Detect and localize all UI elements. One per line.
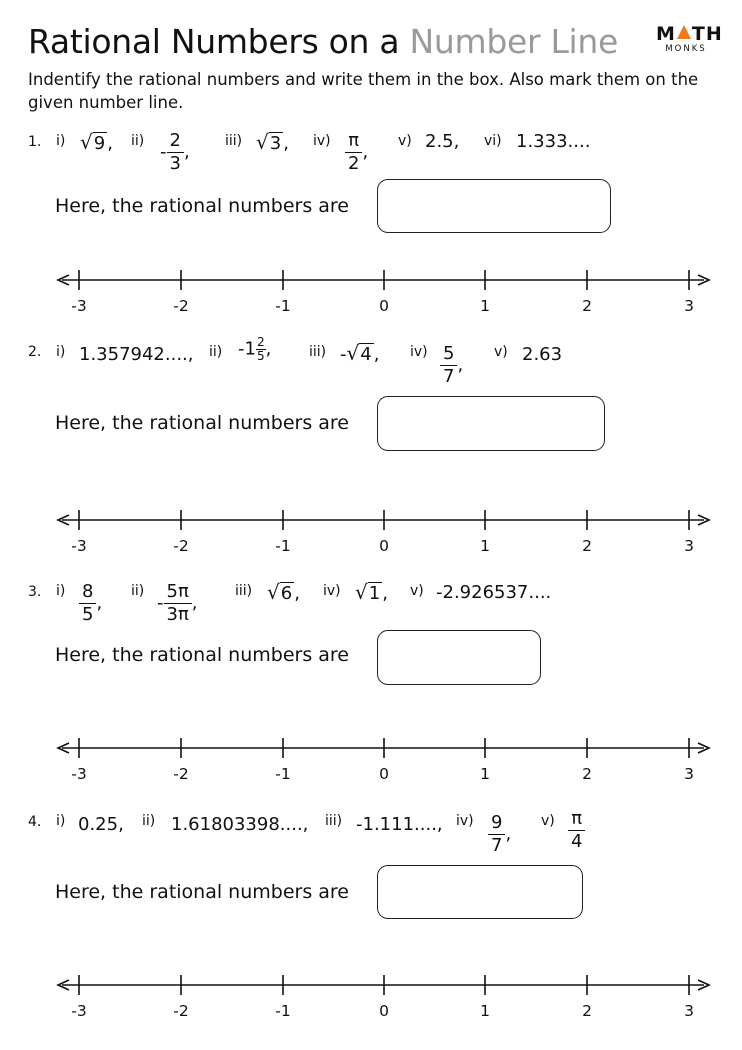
q1-number: 1. <box>28 134 42 150</box>
q4-iv-label: iv) <box>456 813 474 829</box>
title-dark: Rational Numbers on a <box>28 22 400 61</box>
q1-iii-label: iii) <box>225 133 243 149</box>
number-line-4[interactable] <box>0 973 742 1029</box>
logo-m: M <box>656 23 676 45</box>
tick-label: -1 <box>275 297 291 315</box>
q1-v-value: 2.5, <box>425 131 460 152</box>
tick-label: 2 <box>582 297 592 315</box>
tick-label: 2 <box>582 765 592 783</box>
q2-iv-value: $\frac{5}{7}$ , <box>440 343 463 388</box>
number-line-svg <box>0 508 742 538</box>
q1-ii-label: ii) <box>131 133 145 149</box>
q2-i-label: i) <box>56 344 66 360</box>
tick-label: -1 <box>275 765 291 783</box>
q1-i-value: √9 , <box>80 130 113 154</box>
tick-label: -3 <box>71 297 87 315</box>
q3-ii-value: - $\frac{5\pi}{3\pi}$ , <box>157 581 198 625</box>
tick-label: 1 <box>480 537 490 555</box>
q3-iv-value: √1 , <box>355 580 388 604</box>
q2-prompt: Here, the rational numbers are <box>55 412 349 434</box>
q1-iv-label: iv) <box>313 133 331 149</box>
tick-label: 3 <box>684 765 694 783</box>
q1-answer-box[interactable] <box>377 179 611 233</box>
title-light: Number Line <box>409 22 619 61</box>
tick-label: -3 <box>71 537 87 555</box>
number-line-svg <box>0 736 742 766</box>
tick-label: 1 <box>480 765 490 783</box>
q3-ii-label: ii) <box>131 583 145 599</box>
q3-v-label: v) <box>410 583 424 599</box>
q1-v-label: v) <box>398 133 412 149</box>
instructions: Indentify the rational numbers and write them in the box. Also mark them on the given number line. <box>28 70 699 112</box>
tick-label: 0 <box>379 1002 389 1020</box>
q4-i-label: i) <box>56 813 66 829</box>
q2-number: 2. <box>28 344 42 360</box>
q3-iv-label: iv) <box>323 583 341 599</box>
q3-prompt: Here, the rational numbers are <box>55 644 349 666</box>
q1-iv-value: $\frac{\pi}{2}$ , <box>345 130 368 175</box>
tick-label: 0 <box>379 297 389 315</box>
logo-monks: MONKS <box>665 44 707 54</box>
tick-label: 3 <box>684 1002 694 1020</box>
number-line-3[interactable] <box>0 736 742 792</box>
tick-label: -2 <box>173 1002 189 1020</box>
q4-v-value: $\frac{\pi}{4}$ <box>568 808 585 853</box>
q1-iii-value: √3 , <box>256 130 289 154</box>
tick-label: 0 <box>379 765 389 783</box>
q2-iii-label: iii) <box>309 344 327 360</box>
q2-ii-label: ii) <box>209 344 223 360</box>
q4-number: 4. <box>28 814 42 830</box>
q2-i-value: 1.357942...., <box>79 344 194 365</box>
q3-number: 3. <box>28 584 42 600</box>
q2-v-label: v) <box>494 344 508 360</box>
number-line-1[interactable] <box>0 268 742 324</box>
math-monks-logo <box>656 23 723 54</box>
q2-answer-box[interactable] <box>377 396 605 451</box>
q3-i-label: i) <box>56 583 66 599</box>
q4-answer-box[interactable] <box>377 865 583 919</box>
q1-ii-value: - $\frac{2}{3}$ , <box>160 130 190 174</box>
q1-vi-value: 1.333.... <box>516 131 591 152</box>
tick-label: 3 <box>684 297 694 315</box>
q4-prompt: Here, the rational numbers are <box>55 881 349 903</box>
q1-i-label: i) <box>56 133 66 149</box>
logo-th: TH <box>691 23 723 45</box>
triangle-icon <box>677 25 691 39</box>
number-line-2[interactable] <box>0 508 742 564</box>
q1-vi-label: vi) <box>484 133 502 149</box>
tick-label: -1 <box>275 537 291 555</box>
tick-label: 1 <box>480 297 490 315</box>
tick-label: 1 <box>480 1002 490 1020</box>
tick-label: 2 <box>582 1002 592 1020</box>
q4-ii-label: ii) <box>142 813 156 829</box>
q1-prompt: Here, the rational numbers are <box>55 195 349 217</box>
number-line-svg <box>0 973 742 1003</box>
q4-v-label: v) <box>541 813 555 829</box>
q3-i-value: $\frac{8}{5}$ , <box>79 581 102 626</box>
q4-iii-value: -1.111...., <box>356 814 443 835</box>
q2-iv-label: iv) <box>410 344 428 360</box>
tick-label: -2 <box>173 537 189 555</box>
q4-iv-value: $\frac{9}{7}$ , <box>488 812 511 857</box>
tick-label: -2 <box>173 297 189 315</box>
q2-ii-value: -1 $\frac{2}{5}$ , <box>238 335 272 363</box>
q3-v-value: -2.926537.... <box>436 582 552 603</box>
q4-iii-label: iii) <box>325 813 343 829</box>
tick-label: -3 <box>71 765 87 783</box>
q4-i-value: 0.25, <box>78 814 124 835</box>
tick-label: 2 <box>582 537 592 555</box>
page-title <box>28 22 618 61</box>
q3-iii-value: √6 , <box>267 580 300 604</box>
number-line-svg <box>0 268 742 298</box>
q4-ii-value: 1.61803398...., <box>171 814 309 835</box>
tick-label: 3 <box>684 537 694 555</box>
q2-iii-value: -√4 , <box>340 341 380 365</box>
q3-answer-box[interactable] <box>377 630 541 685</box>
q3-iii-label: iii) <box>235 583 253 599</box>
tick-label: -1 <box>275 1002 291 1020</box>
tick-label: 0 <box>379 537 389 555</box>
tick-label: -2 <box>173 765 189 783</box>
tick-label: -3 <box>71 1002 87 1020</box>
q2-v-value: 2.63 <box>522 344 563 365</box>
